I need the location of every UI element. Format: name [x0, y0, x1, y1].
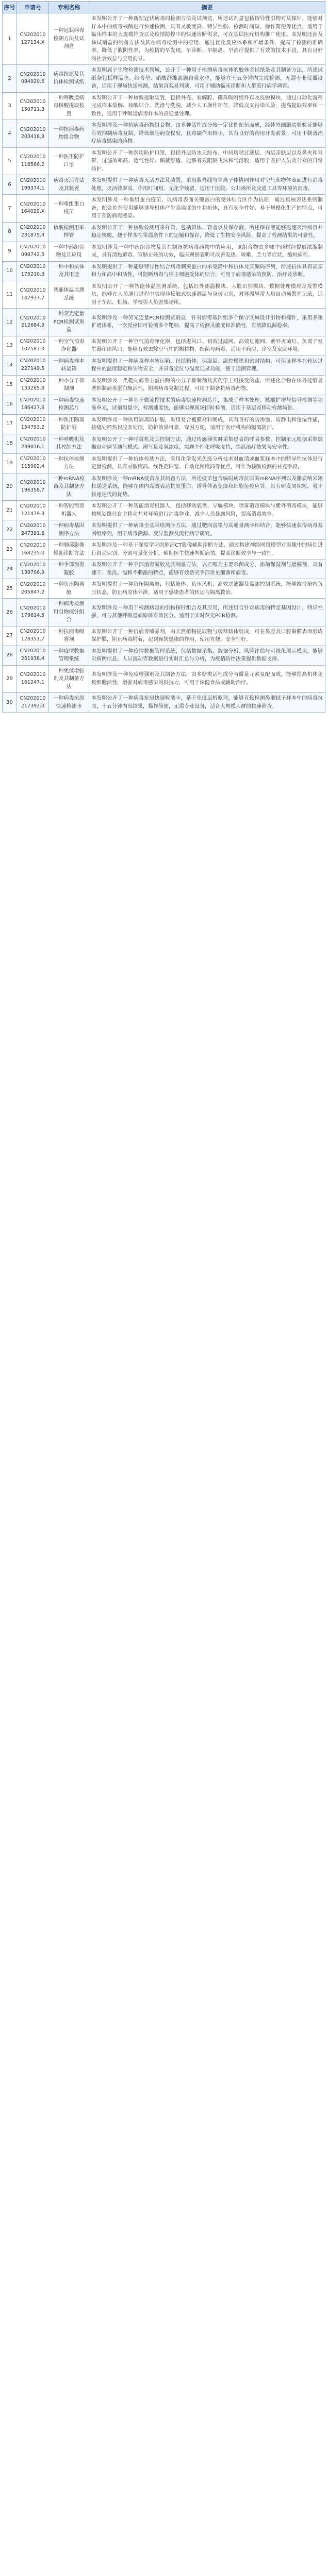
cell-abstract: 本发明涉及一种用于检测病毒的引物探针组合及其应用，所述组合针对病毒的特定基因设计，特异性强，可与其他呼吸道病原体有效区分，适用于实时荧光PCR检测。 [89, 599, 325, 626]
cell-abstract: 本发明涉及一种重组蛋白疫苗，以病毒表面关键蛋白的受体结合区作为抗原，通过真核表达系统制备，配合佐剂使用能够诱导机体产生高滴度的中和抗体，具有安全性好、易于规模化生产的特点，可用于预防病毒感染。 [89, 195, 325, 223]
cell-abstract: 本发明提供了一种能够特异性结合病毒刺突蛋白的单克隆中和抗体及其编码序列，所述抗体具有高亲和力和高中和活性，可阻断病毒与宿主细胞受体的结合，可用于病毒感染的预防、治疗及诊断。 [89, 261, 325, 281]
cell-no: 7 [3, 195, 17, 223]
cell-title: 一种手部消毒凝胶 [49, 560, 89, 579]
cell-title: 一种呼吸道病毒核酸提取装置 [49, 92, 89, 120]
table-row [3, 520, 325, 540]
cell-abstract: 本发明涉及一种基于深度学习的肺部CT影像辅助诊断方法，通过构建神经网络模型对影像中的病灶进行自动识别、分割与量化分析，辅助医生快速判断病情，提高诊断效率与一致性。 [89, 540, 325, 560]
cell-no: 11 [3, 281, 17, 309]
cell-app-no: CN202010150711.3 [17, 92, 49, 120]
cell-no: 16 [3, 395, 17, 414]
cell-title: 一种负压隔离舱 [49, 579, 89, 599]
cell-abstract: 本发明属于生物检测技术领域，公开了一种用于检测病毒抗体的胶体金试纸条及其制备方法，所述试纸条包括样品垫、结合垫、硝酸纤维素膜和吸水垫，能够在十五分钟内完成检测，无需专业仪器设备，适用于现场快速检测，结果直观易判读，可用于辅助临床诊断和人群流行病学调查。 [89, 65, 325, 93]
cell-app-no: CN202010121479.3 [17, 501, 49, 520]
cell-app-no: CN202010205847.2 [17, 579, 49, 599]
header-abstract: 摘要 [89, 2, 325, 13]
cell-no: 14 [3, 355, 17, 375]
cell-app-no: CN202010203418.8 [17, 120, 49, 148]
table-row [3, 453, 325, 473]
cell-abstract: 本发明涉及一种荧光定量PCR检测试剂盒，针对病毒基因组多个保守区域设计引物和探针，采用多重扩增体系，一次反应即可检测多个靶标，提高了检测灵敏度和准确性，有效降低漏检率。 [89, 309, 325, 336]
cell-title: 一种病毒样本转运箱 [49, 355, 89, 375]
cell-title: 一种重组蛋白疫苗 [49, 195, 89, 223]
cell-app-no: CN202010128351.7 [17, 626, 49, 646]
table-row [3, 13, 325, 65]
cell-abstract: 本发明公开了一种手部消毒凝胶及其制备方法，以乙醇为主要杀菌成分，添加保湿剂与增稠剂，具有速干、免洗、温和不刺激的特点，能够有效杀灭手部常见细菌和病毒。 [89, 560, 325, 579]
table-row [3, 222, 325, 242]
table-row [3, 414, 325, 434]
cell-app-no: CN202010084920.6 [17, 65, 49, 93]
cell-title: 一种冠状病毒检测方法及试剂盒 [49, 13, 89, 65]
cell-title: 一种肺部影像辅助诊断方法 [49, 540, 89, 560]
table-row [3, 261, 325, 281]
cell-title: 一种小分子抑制剂 [49, 375, 89, 395]
cell-title: 一种疫情数据管理系统 [49, 646, 89, 665]
cell-app-no: CN202010217392.0 [17, 693, 49, 713]
table-row [3, 375, 325, 395]
cell-title: 病毒灭活方法及其装置 [49, 175, 89, 195]
table-row [3, 175, 325, 195]
cell-no: 6 [3, 175, 17, 195]
cell-title: 一种病毒检测用引物探针组合 [49, 599, 89, 626]
table-row [3, 281, 325, 309]
cell-title: 病毒抗原及其抗体检测试纸 [49, 65, 89, 93]
cell-title: 一种抗体检测方法 [49, 453, 89, 473]
cell-no: 24 [3, 560, 17, 579]
cell-title: 一种病毒抗原快速检测卡 [49, 693, 89, 713]
cell-title: 一种呼吸机及其控制方法 [49, 434, 89, 453]
table-row [3, 473, 325, 501]
cell-abstract: 本发明公开了一种抗病毒喷雾剂，由天然植物提取物与缓释载体组成，可在鼻腔及口腔黏膜表面形成保护膜，阻止病毒附着，起到预防感染的作用，使用方便，安全性好。 [89, 626, 325, 646]
table-row [3, 501, 325, 520]
table-row [3, 560, 325, 579]
cell-app-no: CN202010142937.7 [17, 281, 49, 309]
cell-app-no: CN202010239016.1 [17, 434, 49, 453]
table-row [3, 646, 325, 665]
cell-no: 20 [3, 473, 17, 501]
table-row [3, 395, 325, 414]
cell-title: 一种免疫增强剂及其制备方法 [49, 665, 89, 693]
patent-table [2, 1, 325, 713]
header-row [3, 2, 325, 13]
cell-app-no: CN202010175210.3 [17, 261, 49, 281]
cell-no: 8 [3, 222, 17, 242]
cell-abstract: 本发明提供了一种病毒全基因组测序方法，通过靶向富集与高通量测序相结合，能够快速获得病毒基因组序列，用于病毒溯源、变异监测及流行病学研究。 [89, 520, 325, 540]
cell-app-no: CN202010115902.4 [17, 453, 49, 473]
cell-no: 10 [3, 261, 17, 281]
cell-abstract: 本发明涉及一种医用隔离防护服，采用复合覆膜材料制成，具有良好的防渗透、防静电和透湿性能，接缝处经热封胶条处理，防护效果可靠，穿脱方便，适用于医疗机构的隔离防护。 [89, 414, 325, 434]
table-row [3, 120, 325, 148]
cell-abstract: 本发明公开了一种智能体温监测系统，包括红外测温模块、人脸识别模块、数据处理模块及报警模块，能够在人员通行过程中实现非接触式快速测温与身份识别，对体温异常人员自动预警并记录，适用于车站、机场、学校等人员密集场所。 [89, 281, 325, 309]
table-row [3, 693, 325, 713]
cell-abstract: 本发明公开了一种医用防护口罩，包括外层防水无纺布、中间熔喷过滤层、内层亲肤层以及鼻夹和耳带，过滤效率高、透气性好、佩戴舒适，能够有效阻隔飞沫和气溶胶，适用于医护人员及公众的日常防护。 [89, 147, 325, 175]
table-row [3, 195, 325, 223]
cell-no: 5 [3, 147, 17, 175]
cell-title: 一种中药组合物及其应用 [49, 242, 89, 261]
table-row [3, 434, 325, 453]
cell-abstract: 本发明提供了一种病毒灭活方法及装置，采用紫外线与等离子体协同作用对空气和物体表面进行消毒处理，灭活效率高、作用时间短、无化学残留，适用于医院、公共场所及交通工具等环境的消毒。 [89, 175, 325, 195]
cell-abstract: 本发明涉及一类靶向病毒主蛋白酶的小分子抑制剂及其药学上可接受的盐，所述化合物在体外能够显著抑制病毒蛋白酶活性，阻断病毒复制过程，可用于制备抗病毒药物。 [89, 375, 325, 395]
table-header [3, 2, 325, 13]
cell-abstract: 本发明提供了一种负压隔离舱，包括舱体、负压风机、高效过滤器及监测控制系统，能够维持舱内负压状态，防止病原体外泄，适用于感染患者的转运与隔离救治。 [89, 579, 325, 599]
cell-no: 26 [3, 599, 17, 626]
cell-abstract: 本发明公开了一种病毒抗原快速检测卡，基于免疫层析原理，能够直接检测鼻咽拭子样本中的病毒抗原，十五分钟内出结果，操作简便，无需专业设备，适合大规模人群的快速筛查。 [89, 693, 325, 713]
cell-app-no: CN202010247391.6 [17, 520, 49, 540]
cell-abstract: 本发明涉及一种中药组合物及其在制备抗病毒药物中的应用，该组合物由多味中药材经提取浓缩制成，具有清热解毒、宣肺止咳的功效，临床观察表明可改善发热、咳嗽、乏力等症状，缩短病程。 [89, 242, 325, 261]
table-row [3, 540, 325, 560]
table-row [3, 626, 325, 646]
cell-app-no: CN202010139706.9 [17, 560, 49, 579]
cell-no: 22 [3, 520, 17, 540]
cell-no: 9 [3, 242, 17, 261]
cell-abstract: 本发明公开了一种核酸提取装置，包括外壳、裂解腔、磁珠吸附组件以及洗脱模块，通过自动化流程完成样本裂解、核酸结合、洗涤与洗脱，减少人工操作环节，降低交叉污染风险，提高提取效率和一致性，适用于呼吸道病毒样本的高通量处理。 [89, 92, 325, 120]
cell-no: 4 [3, 120, 17, 148]
cell-abstract: 本发明公开了一种新型冠状病毒的检测方法及试剂盒，所述试剂盒包括特异性引物对及探针，能够对样本中的病毒核酸进行快速检测，具有灵敏度高、特异性强、检测时间短、操作简便等优点，适用于临床样本的大规模筛查以及疫情防控中的快速诊断需求，可在基层医疗机构推广使用。本发明还涉及该试剂盒的制备方法及其在病毒检测中的应用，通过优化反应体系和扩增条件，提高了检测的准确率，降低了假阴性率，为疫情的早发现、早诊断、早隔离、早治疗提供了有效的技术手段，具有良好的社会效益与应用前景。 [89, 13, 325, 65]
cell-app-no: CN202010118566.2 [17, 147, 49, 175]
cell-app-no: CN202010133265.8 [17, 375, 49, 395]
cell-abstract: 本发明提供了一种病毒样本转运箱，包括箱体、保温层、温控模块和密封结构，可保证样本在转运过程中的温度稳定和生物安全，并具备定位与温度记录功能，便于追溯管理。 [89, 355, 325, 375]
table-row [3, 242, 325, 261]
cell-no: 27 [3, 626, 17, 646]
table-row [3, 92, 325, 120]
cell-title: 一种医用防护口罩 [49, 147, 89, 175]
cell-app-no: CN202010098742.5 [17, 242, 49, 261]
cell-abstract: 本发明涉及一种mRNA疫苗及其制备方法，所述疫苗包含编码病毒抗原的mRNA序列以及脂质纳米颗粒递送系统，能够在体内高效表达抗原蛋白，诱导体液免疫和细胞免疫应答，具有研发周期短、易于快速迭代的优势。 [89, 473, 325, 501]
cell-app-no: CN202010199374.1 [17, 175, 49, 195]
cell-no: 17 [3, 414, 17, 434]
cell-abstract: 本发明公开了一种核酸检测用采样管，包括管体、管盖以及保存液，所述保存液能够迅速灭活病毒并稳定核酸，便于样本在常温条件下的运输和保存，降低了生物安全风险，提高了检测结果的可靠性。 [89, 222, 325, 242]
cell-no: 19 [3, 453, 17, 473]
cell-no: 18 [3, 434, 17, 453]
cell-title: 一种荧光定量PCR检测试剂盒 [49, 309, 89, 336]
header-app-no: 申请号 [17, 2, 49, 13]
table-row [3, 579, 325, 599]
cell-no: 1 [3, 13, 17, 65]
cell-app-no: CN202010179614.5 [17, 599, 49, 626]
cell-app-no: CN202010154793.2 [17, 414, 49, 434]
cell-abstract: 本发明公开了一种基于微流控技术的病毒快速检测芯片，集成了样本处理、核酸扩增与信号检测等功能单元，试剂用量少，检测速度快，能够实现现场即时检测，适用于基层及移动检测场景。 [89, 395, 325, 414]
cell-app-no: CN202010168235.0 [17, 540, 49, 560]
cell-no: 25 [3, 579, 17, 599]
cell-no: 15 [3, 375, 17, 395]
cell-app-no: CN202010196358.7 [17, 473, 49, 501]
header-no: 序号 [3, 2, 17, 13]
table-row [3, 147, 325, 175]
header-title: 专利名称 [49, 2, 89, 13]
cell-abstract: 本发明公开了一种呼吸机及其控制方法，通过传感器实时采集患者的呼吸参数，控制单元根据采集数据自动调节通气模式、潮气量及氧浓度，实现个性化呼吸支持，提高治疗效果与安全性。 [89, 434, 325, 453]
cell-title: 核酸检测用采样管 [49, 222, 89, 242]
cell-app-no: CN202010231875.4 [17, 222, 49, 242]
cell-title: 一种智能消毒机器人 [49, 501, 89, 520]
table-row [3, 355, 325, 375]
cell-title: 智能体温监测系统 [49, 281, 89, 309]
cell-abstract: 本发明公开了一种空气消毒净化器，包括进风口、初效过滤网、高效过滤网、紫外灭菌灯、负离子发生器和出风口，能够有效去除空气中的颗粒物、细菌与病毒，适用于病房、诊室及家庭环境。 [89, 336, 325, 355]
cell-app-no: CN202010164029.X [17, 195, 49, 223]
cell-title: 一种病毒基因测序方法 [49, 520, 89, 540]
cell-app-no: CN202010186427.6 [17, 395, 49, 414]
cell-title: 一种空气消毒净化器 [49, 336, 89, 355]
cell-abstract: 本发明公开了一种智能消毒机器人，包括移动底盘、导航模块、喷雾消毒模块与紫外消毒模块，能够按规划路径自主移动并对环境进行消毒作业，减少人员暴露风险，提高消毒效率。 [89, 501, 325, 520]
table-row [3, 309, 325, 336]
cell-abstract: 本发明提供了一种疫情数据管理系统，包括数据采集、数据分析、风险评估与可视化展示模块，能够对病例信息、人员流动等数据进行实时汇总与分析，为疫情防控决策提供数据支撑。 [89, 646, 325, 665]
cell-title: 一种抗病毒喷雾剂 [49, 626, 89, 646]
cell-app-no: CN202010212684.9 [17, 309, 49, 336]
table-body [3, 13, 325, 713]
cell-no: 12 [3, 309, 17, 336]
cell-title: 一种中和抗体及其用途 [49, 261, 89, 281]
table-row [3, 665, 325, 693]
table-row [3, 599, 325, 626]
cell-app-no: CN202010161247.1 [17, 665, 49, 693]
cell-app-no: CN202010107583.0 [17, 336, 49, 355]
cell-app-no: CN202010251938.4 [17, 646, 49, 665]
cell-app-no: CN202010127134.X [17, 13, 49, 65]
cell-no: 29 [3, 665, 17, 693]
cell-no: 2 [3, 65, 17, 93]
cell-abstract: 本发明涉及一种免疫增强剂及其制备方法，由多糖类活性成分与微量元素复配而成，能够提高机体免疫细胞活性，增强对病毒感染的抵抗力，可用于保健食品或辅助治疗。 [89, 665, 325, 693]
cell-no: 13 [3, 336, 17, 355]
table-row [3, 65, 325, 93]
cell-no: 3 [3, 92, 17, 120]
cell-abstract: 本发明提供了一种抗体检测方法，采用化学发光免疫分析技术对血清或血浆样本中的特异性抗体进行定量检测，具有灵敏度高、线性范围宽、自动化程度高等优点，可作为核酸检测的补充手段。 [89, 453, 325, 473]
cell-title: 一种医用隔离防护服 [49, 414, 89, 434]
cell-no: 28 [3, 646, 17, 665]
cell-title: 一种病毒快速检测芯片 [49, 395, 89, 414]
cell-no: 30 [3, 693, 17, 713]
table-row [3, 336, 325, 355]
cell-abstract: 本发明涉及一种抗病毒药物组合物，由多种活性成分按一定比例配伍而成，经体外细胞实验验证能够有效抑制病毒复制，降低细胞病变程度，且毒副作用较小，具有良好的药用开发前景，可用于制备治疗病毒感染的药物。 [89, 120, 325, 148]
cell-no: 21 [3, 501, 17, 520]
cell-title: 一种mRNA疫苗及其制备方法 [49, 473, 89, 501]
cell-title: 一种抗病毒药物组合物 [49, 120, 89, 148]
cell-app-no: CN202010227149.5 [17, 355, 49, 375]
cell-no: 23 [3, 540, 17, 560]
